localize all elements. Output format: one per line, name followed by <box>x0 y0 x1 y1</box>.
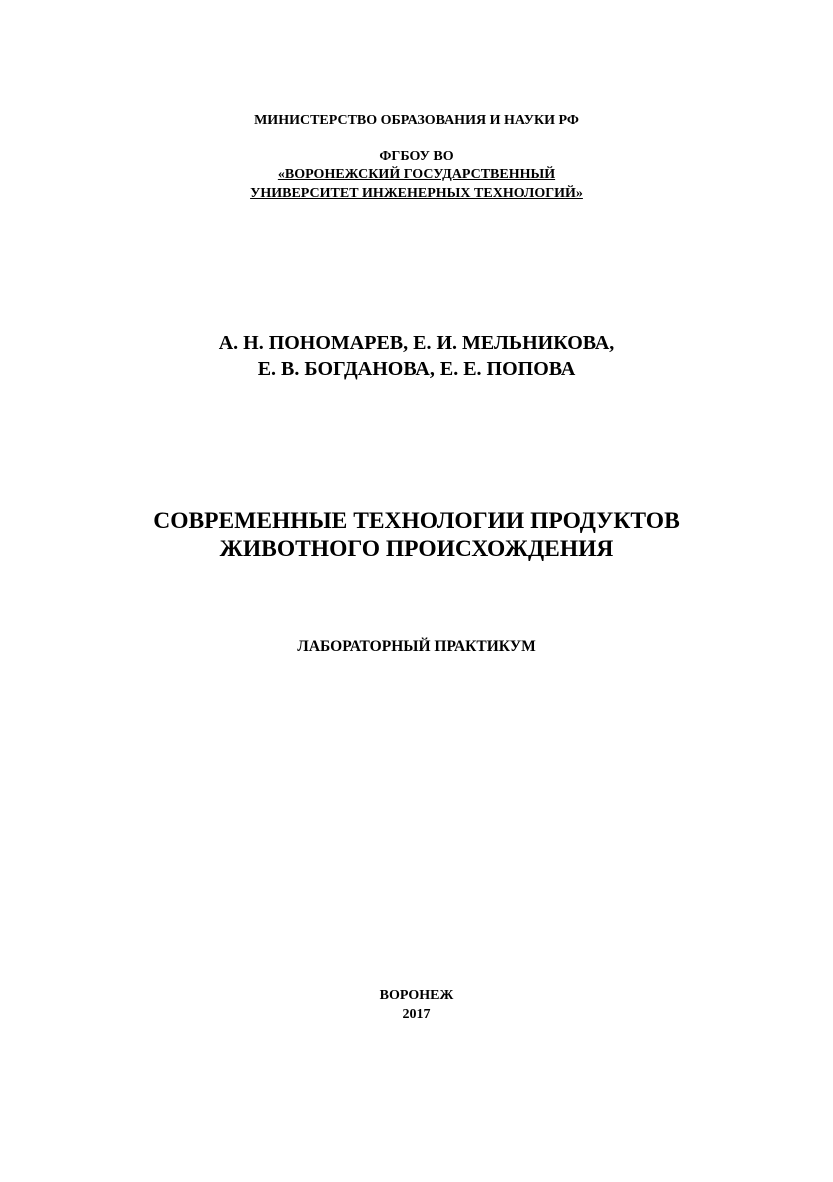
authors-line1: А. Н. ПОНОМАРЕВ, Е. И. МЕЛЬНИКОВА, <box>218 332 615 354</box>
ministry-name: МИНИСТЕРСТВО ОБРАЗОВАНИЯ И НАУКИ РФ <box>254 113 579 128</box>
org-type: ФГБОУ ВО <box>379 149 454 164</box>
publication-year: 2017 <box>402 1007 431 1022</box>
authors-line2: Е. В. БОГДАНОВА, Е. Е. ПОПОВА <box>257 358 576 380</box>
publication-city: ВОРОНЕЖ <box>379 988 454 1003</box>
university-name-line2: УНИВЕРСИТЕТ ИНЖЕНЕРНЫХ ТЕХНОЛОГИЙ» <box>250 186 583 201</box>
book-title-line1: СОВРЕМЕННЫЕ ТЕХНОЛОГИИ ПРОДУКТОВ <box>153 508 680 534</box>
book-subtitle: ЛАБОРАТОРНЫЙ ПРАКТИКУМ <box>297 638 536 655</box>
book-title-line2: ЖИВОТНОГО ПРОИСХОЖДЕНИЯ <box>219 536 614 562</box>
university-name-line1: «ВОРОНЕЖСКИЙ ГОСУДАРСТВЕННЫЙ <box>277 167 556 182</box>
